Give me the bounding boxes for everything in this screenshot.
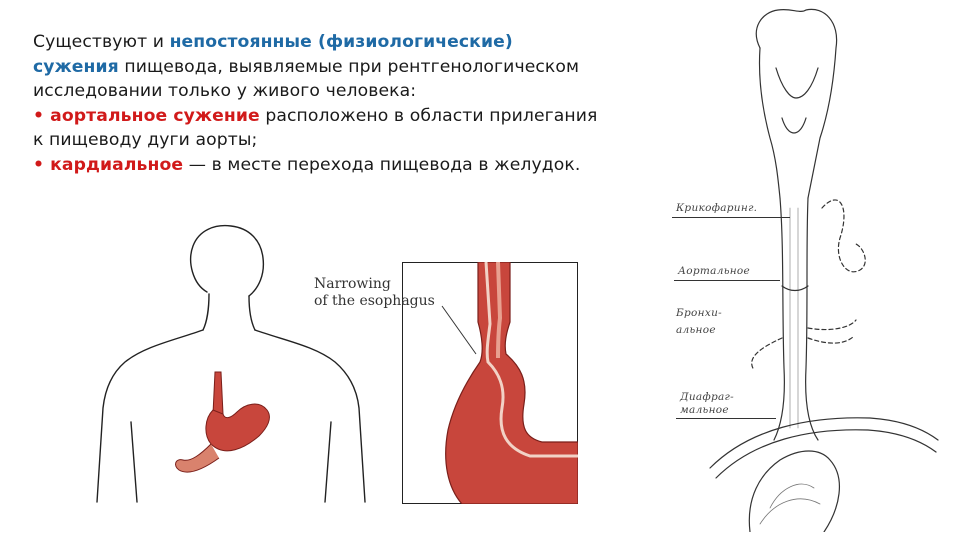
label-bronchial [676, 308, 722, 336]
esophagus-highlight [498, 262, 500, 358]
stomach-body [206, 404, 270, 451]
label-diaphragm-line2: мальное [680, 404, 729, 416]
label-bronchial-line2: альное [676, 324, 716, 336]
label-diaphragm-line1: Диафраг- [680, 391, 735, 403]
dashed-bronchus-right [808, 320, 856, 343]
label-underline-diaphragm [676, 418, 776, 419]
bullet-text-aortic: расположено в области прилегания к пищеводу дуги аорты; [33, 105, 598, 151]
intro-paragraph [33, 30, 603, 104]
diaphragm-arc [710, 418, 938, 468]
pharynx-outline [756, 9, 836, 198]
esophagus-lines [790, 208, 798, 428]
bullet-term-aortic: аортальное сужение [50, 105, 260, 126]
bullet-marker: • [33, 105, 51, 126]
intro-rest: пищевода, выявляемые при рентгенологическом исследовании только у живого человека: [33, 56, 580, 102]
inset-label-line1: Narrowing [314, 276, 391, 292]
intro-highlight: непостоянные (физиологические) сужения [33, 32, 513, 77]
bullet-term-cardiac: кардиальное [50, 154, 184, 175]
bullet-aortic [33, 104, 603, 153]
stomach [176, 372, 270, 472]
larynx-detail [776, 68, 818, 98]
shoulder-left [97, 330, 203, 502]
label-cricopharyngeal: Крикофаринг. [676, 202, 758, 214]
label-bronchial-line1: Бронхи- [676, 307, 723, 319]
label-aortic: Аортальное [678, 265, 751, 277]
larynx-detail2 [782, 118, 806, 133]
dashed-bronchus-left [752, 338, 782, 370]
aortic-ring [782, 286, 808, 291]
shoulder-right [255, 330, 365, 502]
label-underline-aortic [674, 280, 780, 281]
inset-label [314, 276, 435, 310]
text-block [33, 30, 603, 178]
arm-line-left [131, 422, 137, 502]
bullet-text-cardiac: — в месте перехода пищевода в желудок. [183, 154, 581, 175]
intro-prefix: Существуют и [33, 32, 170, 52]
label-underline-cricopharyngeal [672, 217, 790, 218]
bullet-marker: • [33, 154, 51, 175]
esophagus-right-wall [806, 198, 818, 440]
body-stomach-illustration [95, 222, 367, 504]
dashed-aorta [822, 200, 865, 272]
stomach-folds [760, 484, 820, 524]
inset-pointer-line [440, 304, 480, 356]
esophagus-tube [213, 372, 223, 414]
bullet-cardiac [33, 153, 603, 178]
neck-outline-right [249, 296, 255, 330]
head-outline [191, 226, 264, 296]
label-diaphragm [680, 392, 734, 416]
inset-label-line2: of the esophagus [314, 293, 435, 309]
arm-line-right [325, 422, 331, 502]
neck-outline-left [203, 294, 209, 330]
stomach-curve [176, 444, 219, 472]
diaphragm-arc2 [716, 430, 936, 478]
esophagus-left-wall [774, 198, 784, 440]
